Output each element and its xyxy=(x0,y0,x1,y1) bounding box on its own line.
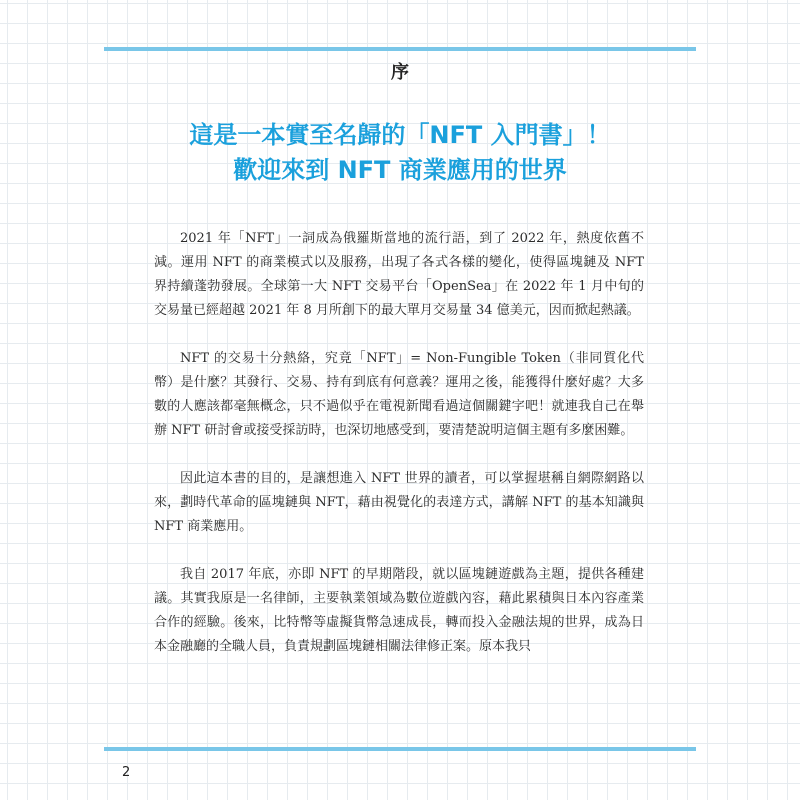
body-text xyxy=(154,227,644,683)
paragraph-1: 2021 年「NFT」一詞成為俄羅斯當地的流行語，到了 2022 年，熱度依舊不減。運用 NFT 的商業模式以及服務，出現了各式各樣的變化，使得區塊鏈及 NFT 界持續蓬勃發展。全球第一大 NFT 交易平台「OpenSea」在 2022 年 1 月中旬的交易量已經超越 2021 年 8 月所創下的最大單月交易量 34 億美元，因而掀起熱議。 xyxy=(154,231,644,318)
top-rule xyxy=(104,47,696,51)
paragraph-2: NFT 的交易十分熱絡，究竟「NFT」= Non-Fungible Token（非同質化代幣）是什麼？其發行、交易、持有到底有何意義？運用之後，能獲得什麼好處？大多數的人應該都毫無概念，只不過似乎在電視新聞看過這個關鍵字吧！就連我自己在舉辦 NFT 研討會或接受採訪時，也深切地感受到，要清楚說明這個主題有多麼困難。 xyxy=(154,351,644,438)
headline xyxy=(150,118,650,188)
paragraph-3: 因此這本書的目的，是讓想進入 NFT 世界的讀者，可以掌握堪稱自網際網路以來，劃時代革命的區塊鏈與 NFT，藉由視覺化的表達方式，講解 NFT 的基本知識與 NFT 商業應用。 xyxy=(154,471,644,534)
section-title: 序 xyxy=(391,62,409,83)
page-number: 2 xyxy=(122,765,131,780)
headline-line-2: 歡迎來到 NFT 商業應用的世界 xyxy=(233,156,567,184)
paragraph-4: 我自 2017 年底，亦即 NFT 的早期階段，就以區塊鏈遊戲為主題，提供各種建議。其實我原是一名律師，主要執業領域為數位遊戲內容，藉此累積與日本內容產業合作的經驗。後來，比特幣等虛擬貨幣急速成長，轉而投入金融法規的世界，成為日本金融廳的全職人員，負責規劃區塊鏈相關法律修正案。原本我只 xyxy=(154,567,644,654)
headline-line-1: 這是一本實至名歸的「NFT 入門書」！ xyxy=(189,121,611,149)
bottom-rule xyxy=(104,747,696,751)
